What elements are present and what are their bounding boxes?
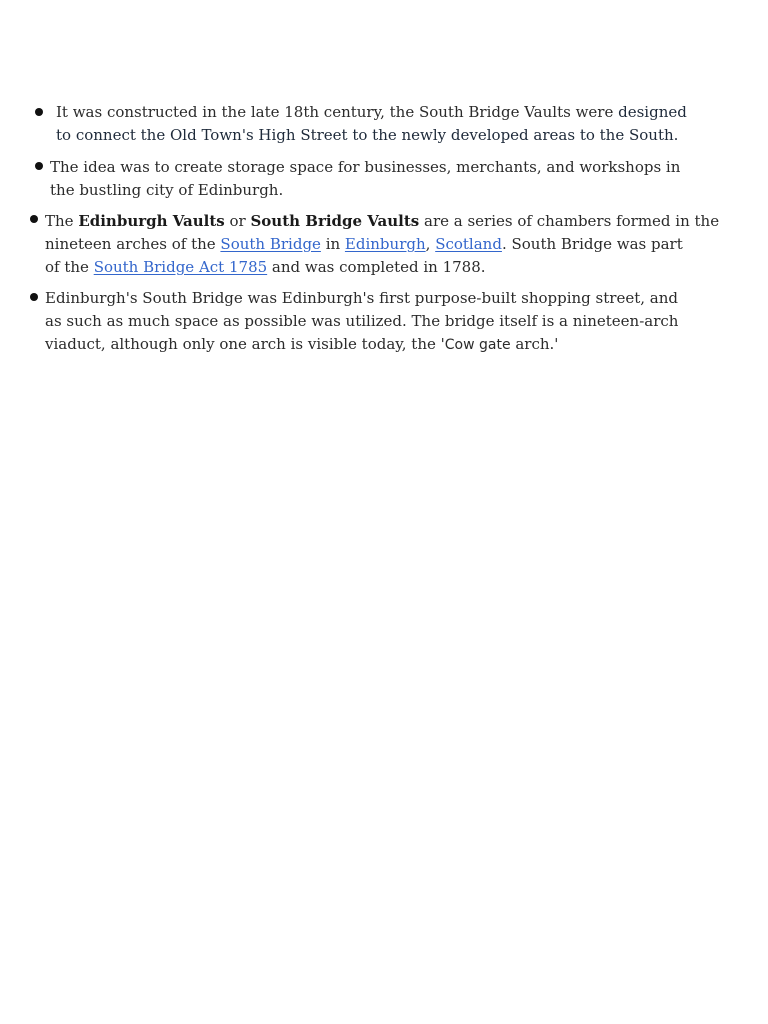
list-item-line bbox=[56, 101, 687, 124]
list-item-text: nineteen arches of the bbox=[45, 235, 221, 253]
link-south-bridge-act[interactable]: South Bridge Act 1785 bbox=[93, 258, 268, 276]
bullet-dot bbox=[35, 108, 43, 116]
list-item-text: of the bbox=[45, 258, 94, 276]
list-item-text: It was constructed in the late 18th century, the South Bridge Vaults were bbox=[56, 103, 614, 121]
list-item-text: The idea was to create storage space for businesses, merchants, and workshops in bbox=[50, 158, 681, 176]
list-item-text: designed bbox=[618, 103, 687, 121]
list-item-line bbox=[45, 256, 719, 279]
list-item-line bbox=[45, 210, 719, 233]
link-edinburgh[interactable]: Edinburgh bbox=[344, 235, 426, 253]
bold-term: Edinburgh Vaults bbox=[78, 212, 225, 230]
link-scotland[interactable]: Scotland bbox=[435, 235, 502, 253]
list-item bbox=[56, 101, 687, 147]
list-item-line bbox=[45, 233, 719, 256]
list-item-text: are a series of chambers formed in the bbox=[419, 212, 720, 230]
bullet-dot bbox=[30, 215, 38, 223]
list-item bbox=[45, 210, 719, 279]
list-item-text: viaduct, although only one arch is visible today, the ' bbox=[45, 335, 445, 353]
list-item-text: in bbox=[320, 235, 345, 253]
list-item-text: , bbox=[425, 235, 436, 253]
list-item-text: or bbox=[224, 212, 251, 230]
list-item-text: arch.' bbox=[510, 335, 559, 353]
list-item-text: The bbox=[45, 212, 79, 230]
list-item bbox=[45, 287, 678, 357]
list-item-text: the bustling city of Edinburgh. bbox=[50, 181, 284, 199]
bullet-dot bbox=[30, 293, 38, 301]
list-item-text: Edinburgh's South Bridge was Edinburgh's first purpose-built shopping street, and bbox=[45, 289, 678, 307]
link-south-bridge[interactable]: South Bridge bbox=[220, 235, 321, 253]
list-item-text: as such as much space as possible was utilized. The bridge itself is a nineteen-arch bbox=[45, 312, 679, 330]
list-item-text: and was completed in 1788. bbox=[267, 258, 486, 276]
list-item-text: Cow gate bbox=[444, 337, 511, 353]
bold-term: South Bridge Vaults bbox=[250, 212, 420, 230]
list-item-line bbox=[45, 333, 678, 357]
list-item bbox=[50, 156, 680, 202]
bullet-dot bbox=[35, 162, 43, 170]
list-item-text: . South Bridge was part bbox=[501, 235, 683, 253]
list-item-text: to connect the Old Town's High Street to the newly developed areas to the South. bbox=[56, 126, 679, 144]
